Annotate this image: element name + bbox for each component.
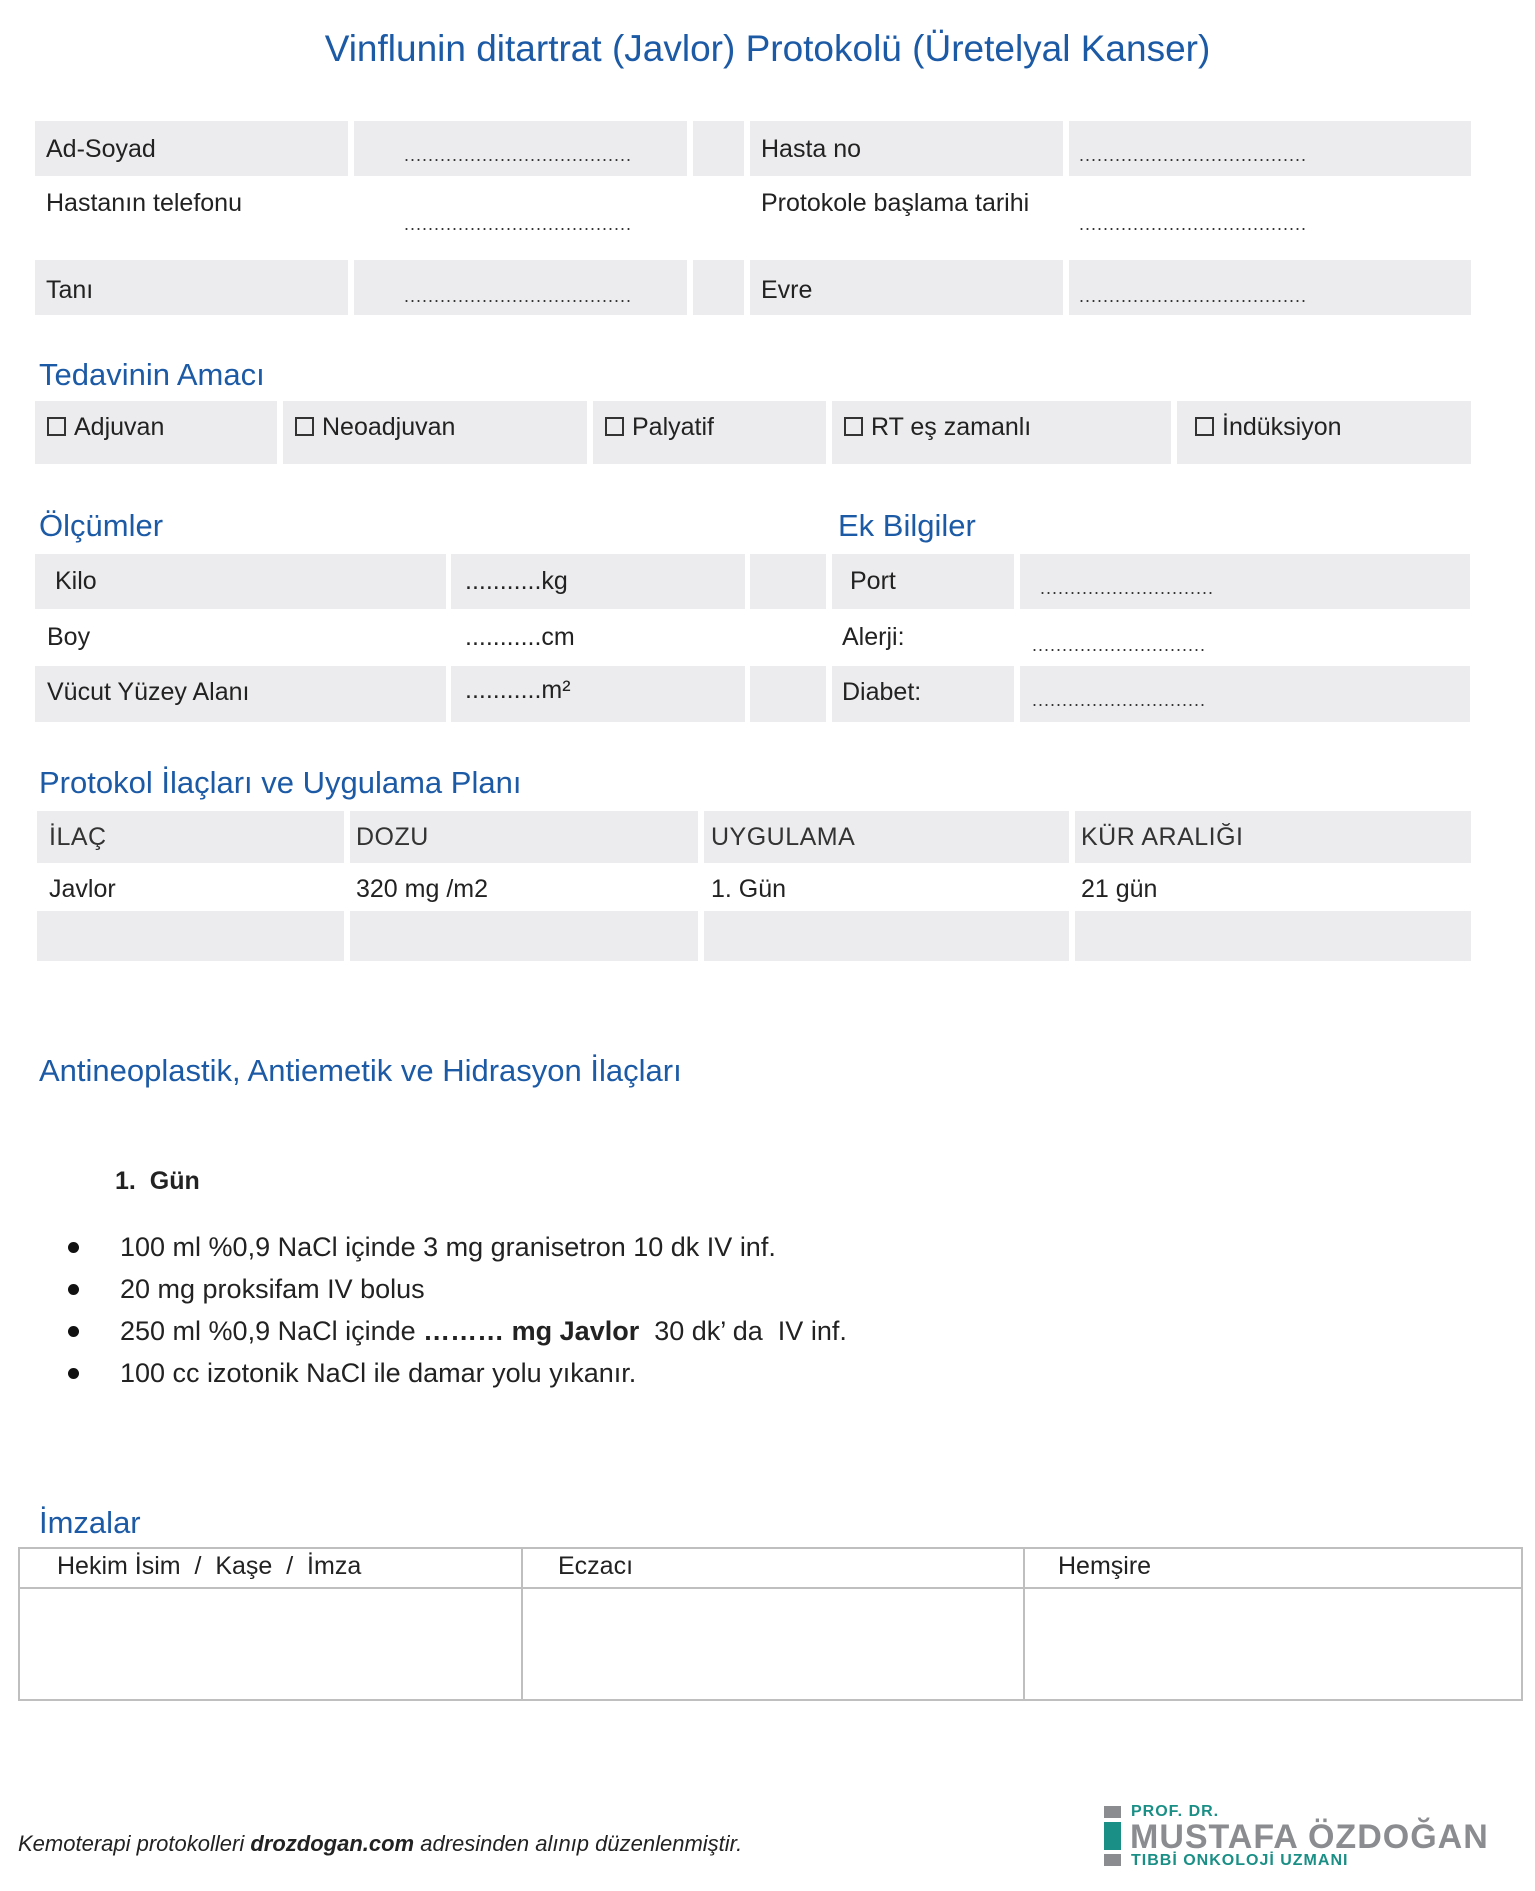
cell-ilac: Javlor: [49, 875, 116, 903]
logo: [1104, 1803, 1524, 1869]
empty-cell: [1075, 911, 1471, 961]
day-heading: 1. Gün: [115, 1167, 200, 1195]
hasta-no-field[interactable]: ......................................: [1069, 121, 1471, 176]
ad-soyad-label: Ad-Soyad: [35, 121, 348, 176]
port-label: Port: [832, 554, 1014, 609]
drug-list: [120, 1226, 847, 1394]
footer-note: Kemoterapi protokolleri drozdogan.com adresinden alınıp düzenlenmiştir.: [18, 1831, 743, 1856]
empty-cell: [37, 911, 344, 961]
checkbox-icon: [844, 417, 863, 436]
alerji-label: Alerji:: [842, 623, 905, 651]
list-item: 100 ml %0,9 NaCl içinde 3 mg granisetron 10 dk IV inf.: [120, 1226, 847, 1268]
empty-cell: [704, 911, 1069, 961]
list-item: 100 cc izotonik NaCl ile damar yolu yıkanır.: [120, 1352, 847, 1394]
signature-table: [18, 1547, 1523, 1701]
vya-label: Vücut Yüzey Alanı: [35, 666, 446, 722]
checkbox-icon: [1195, 417, 1214, 436]
vya-field[interactable]: ...........m²: [451, 666, 745, 722]
sig-col-hemsire: Hemşire: [1058, 1552, 1152, 1580]
baslama-label: Protokole başlama tarihi: [761, 189, 1030, 217]
cell-dozu: 320 mg /m2: [356, 875, 489, 903]
sig-col-eczaci: Eczacı: [558, 1552, 634, 1580]
divider: [521, 1549, 523, 1699]
imza-heading: İmzalar: [39, 1505, 141, 1540]
footer-site-link[interactable]: drozdogan.com: [250, 1831, 415, 1856]
kilo-label: Kilo: [35, 554, 446, 609]
sig-box-hekim[interactable]: [22, 1591, 519, 1697]
cell-kur-araligi: 21 gün: [1081, 875, 1158, 903]
tani-label: Tanı: [35, 260, 348, 315]
option-adjuvan[interactable]: Adjuvan: [35, 401, 277, 464]
option-induksiyon[interactable]: İndüksiyon: [1177, 401, 1471, 464]
col-header-dozu: DOZU: [350, 811, 698, 863]
sig-box-eczaci[interactable]: [525, 1591, 1021, 1697]
spacer-cell: [693, 260, 744, 315]
hasta-no-label: Hasta no: [750, 121, 1063, 176]
evre-label: Evre: [750, 260, 1063, 315]
alerji-field[interactable]: .............................: [1032, 635, 1207, 655]
plan-heading: Protokol İlaçları ve Uygulama Planı: [39, 765, 522, 800]
logo-line3: TIBBİ ONKOLOJİ UZMANI: [1131, 1852, 1349, 1869]
page-title: Vinflunin ditartrat (Javlor) Protokolü (Üretelyal Kanser): [324, 28, 1211, 69]
kilo-field[interactable]: ...........kg: [451, 554, 745, 609]
checkbox-icon: [605, 417, 624, 436]
olcumler-heading: Ölçümler: [39, 508, 164, 543]
sig-col-hekim: Hekim İsim / Kaşe / İmza: [57, 1552, 362, 1580]
list-item: 250 ml %0,9 NaCl içinde ……… mg Javlor 30 dk’ da IV inf.: [120, 1310, 847, 1352]
col-header-kur-araligi: KÜR ARALIĞI: [1075, 811, 1471, 863]
option-palyatif[interactable]: Palyatif: [593, 401, 826, 464]
evre-field[interactable]: ......................................: [1069, 260, 1471, 315]
ek-bilgiler-heading: Ek Bilgiler: [838, 508, 976, 543]
spacer-cell: [750, 554, 826, 609]
spacer-cell: [750, 666, 826, 722]
option-rt-es-zamanli[interactable]: RT eş zamanlı: [832, 401, 1171, 464]
boy-label: Boy: [47, 623, 91, 651]
col-header-ilac: İLAÇ: [37, 811, 344, 863]
anti-heading: Antineoplastik, Antiemetik ve Hidrasyon İlaçları: [39, 1053, 682, 1088]
logo-line1: PROF. DR.: [1131, 1803, 1220, 1820]
divider: [1023, 1549, 1025, 1699]
logo-mark-mid: [1104, 1822, 1121, 1850]
logo-line2: MUSTAFA ÖZDOĞAN: [1130, 1818, 1489, 1856]
divider: [20, 1587, 1521, 1589]
checkbox-icon: [295, 417, 314, 436]
port-field[interactable]: .............................: [1020, 554, 1470, 609]
ad-soyad-field[interactable]: ......................................: [354, 121, 687, 176]
boy-field[interactable]: ...........cm: [465, 623, 575, 651]
list-item: 20 mg proksifam IV bolus: [120, 1268, 847, 1310]
amac-heading: Tedavinin Amacı: [39, 357, 265, 392]
telefon-field[interactable]: ......................................: [404, 214, 633, 234]
checkbox-icon: [47, 417, 66, 436]
bullet-icon: [68, 1326, 79, 1337]
col-header-uygulama: UYGULAMA: [704, 811, 1069, 863]
bullet-icon: [68, 1368, 79, 1379]
bullet-icon: [68, 1284, 79, 1295]
telefon-label: Hastanın telefonu: [46, 189, 242, 217]
option-neoadjuvan[interactable]: Neoadjuvan: [283, 401, 587, 464]
logo-mark-top: [1104, 1806, 1121, 1818]
diabet-field[interactable]: .............................: [1020, 666, 1470, 722]
tani-field[interactable]: ......................................: [354, 260, 687, 315]
cell-uygulama: 1. Gün: [711, 875, 787, 903]
diabet-label: Diabet:: [832, 666, 1014, 722]
spacer-cell: [693, 121, 744, 176]
logo-mark-bottom: [1104, 1854, 1121, 1866]
bullet-icon: [68, 1242, 79, 1253]
baslama-field[interactable]: ......................................: [1079, 214, 1308, 234]
empty-cell: [350, 911, 698, 961]
sig-box-hemsire[interactable]: [1027, 1591, 1521, 1697]
